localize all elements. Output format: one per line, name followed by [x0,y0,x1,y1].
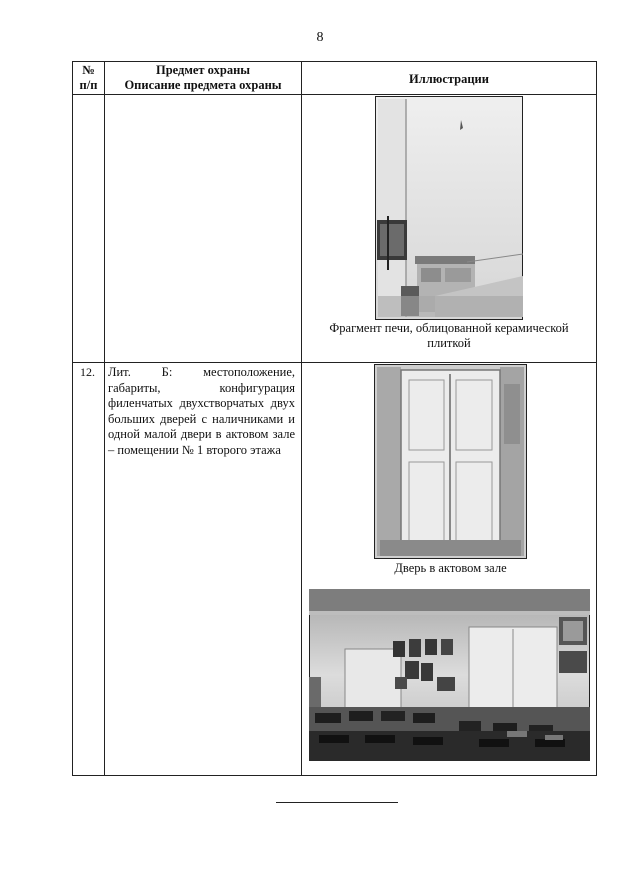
row-description: Лит. Б: местоположение, габариты, конфигурация филенчатых двухстворчатых двух больших дверей с наличниками и одной малой двери в актовом зале – помещении № 1 второго этажа [108,365,295,457]
footnote-rule [276,802,398,803]
header-illustrations: Иллюстрации [409,72,489,86]
header-number [73,63,104,93]
row-number: 12. [80,365,95,379]
assembly-hall-door-photo [374,364,527,559]
assembly-hall-interior-photo [309,589,590,761]
header-subject-line1: Предмет охраны [155,63,251,77]
header-subject [105,63,301,93]
table-top-border [72,61,597,62]
assembly-hall-door-caption: Дверь в актовом зале [394,561,507,575]
table-column-divider-1 [104,61,105,776]
table-row-divider [72,362,597,363]
table-right-border [596,61,597,776]
table-bottom-border [72,775,597,776]
header-number-line1: № [82,63,95,77]
stove-fragment-caption: Фрагмент печи, облицованной керамической плиткой [329,321,569,350]
header-subject-line2: Описание предмета охраны [124,78,282,92]
table-left-border [72,61,73,776]
table-header-divider [72,94,597,95]
table-column-divider-2 [301,61,302,776]
page-number: 8 [316,30,324,45]
header-number-line2: п/п [79,78,98,92]
stove-fragment-photo [375,96,523,320]
